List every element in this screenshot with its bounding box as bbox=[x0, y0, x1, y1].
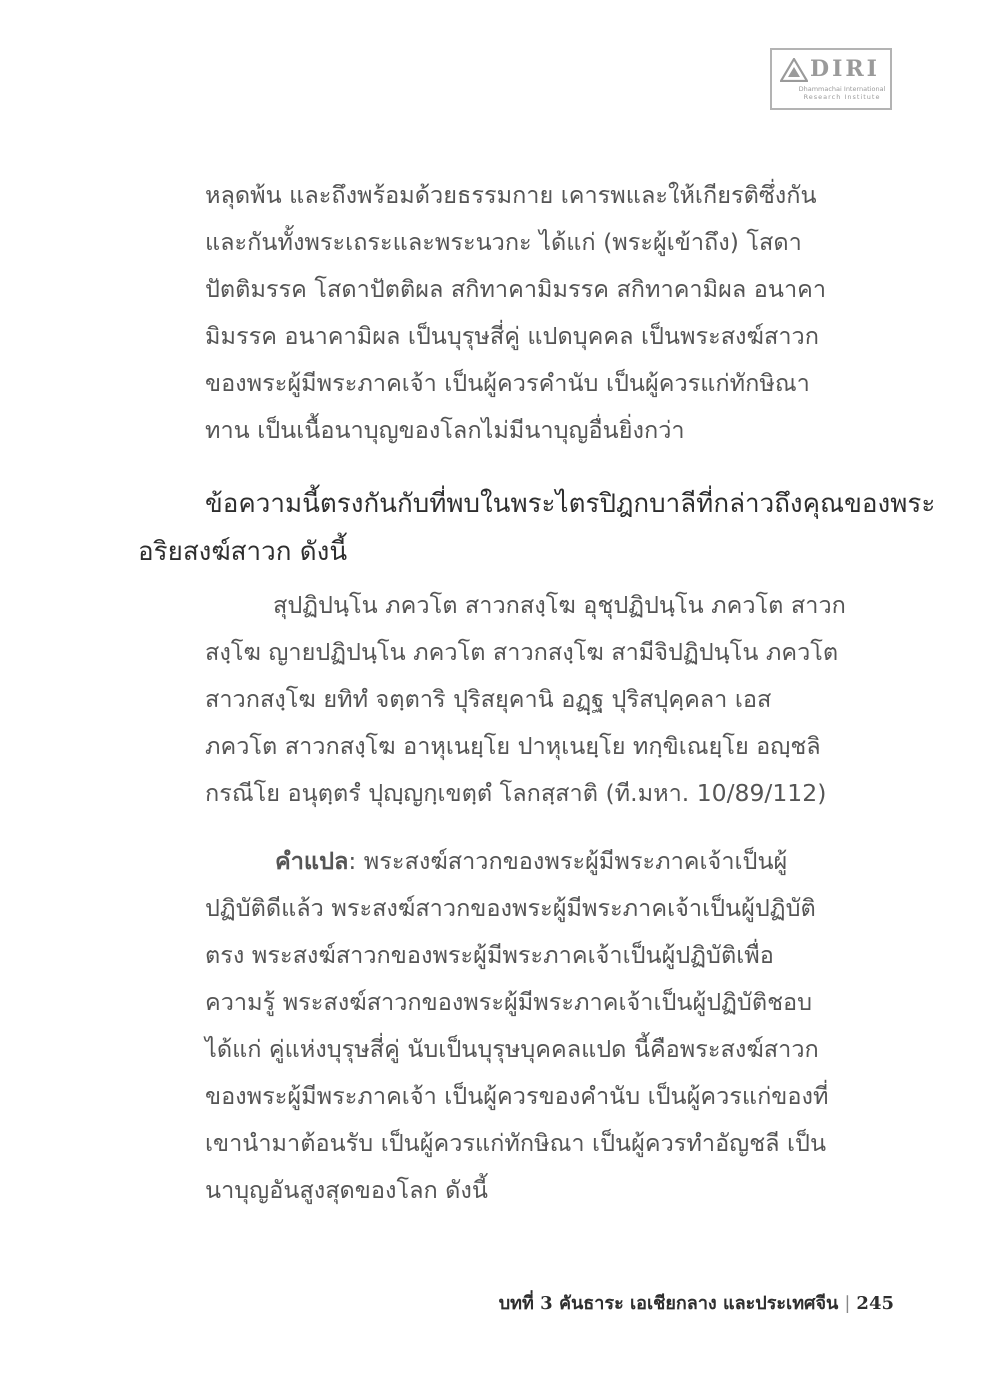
logo-subtitle-2: Research Institute bbox=[803, 93, 881, 101]
text-line: เขานำมาต้อนรับ เป็นผู้ควรแก่ทักษิณา เป็นผู้ควรทำอัญชลี เป็น bbox=[205, 1129, 827, 1157]
translation-first-line: : พระสงฆ์สาวกของพระผู้มีพระภาคเจ้าเป็นผู้ bbox=[348, 847, 788, 875]
text-line: ปฏิบัติดีแล้ว พระสงฆ์สาวกของพระผู้มีพระภาคเจ้าเป็นผู้ปฏิบัติ bbox=[205, 894, 816, 922]
text-line: ความรู้ พระสงฆ์สาวกของพระผู้มีพระภาคเจ้าเป็นผู้ปฏิบัติชอบ bbox=[205, 988, 813, 1016]
pali-quote bbox=[205, 582, 846, 817]
translation-label: คำแปล bbox=[275, 847, 349, 875]
page-footer bbox=[499, 1288, 894, 1317]
text-line: มิมรรค อนาคามิผล เป็นบุรุษสี่คู่ แปดบุคคล เป็นพระสงฆ์สาวก bbox=[205, 322, 819, 350]
text-line: ได้แก่ คู่แห่งบุรุษสี่คู่ นับเป็นบุรุษบุคคลแปด นี้คือพระสงฆ์สาวก bbox=[205, 1035, 819, 1063]
text-line: ของพระผู้มีพระภาคเจ้า เป็นผู้ควรคำนับ เป็นผู้ควรแก่ทักษิณา bbox=[205, 369, 810, 397]
heading-line: อริยสงฆ์สาวก ดังนี้ bbox=[138, 537, 348, 567]
diri-logo bbox=[770, 48, 892, 110]
text-line: ปัตติมรรค โสดาปัตติผล สกิทาคามิมรรค สกิทาคามิผล อนาคา bbox=[205, 275, 827, 303]
text-line: สุปฏิปนฺโน ภควโต สาวกสงฺโฆ อุชุปฏิปนฺโน ภควโต สาวก bbox=[273, 591, 846, 619]
text-line: นาบุญอันสูงสุดของโลก ดังนี้ bbox=[205, 1176, 488, 1204]
heading-line: ข้อความนี้ตรงกันกับที่พบในพระไตรปิฎกบาลีที่กล่าวถึงคุณของพระ bbox=[205, 489, 936, 519]
translation-paragraph bbox=[205, 838, 828, 1214]
text-line: สงฺโฆ ญายปฏิปนฺโน ภควโต สาวกสงฺโฆ สามีจิปฏิปนฺโน ภควโต bbox=[205, 638, 839, 666]
paragraph-1 bbox=[205, 172, 826, 454]
text-line: สาวกสงฺโฆ ยทิทํ จตฺตาริ ปุริสยุคานิ อฏฺฐ ปุริสปุคฺคลา เอส bbox=[205, 685, 772, 713]
logo-subtitle-1: Dhammachai International bbox=[798, 85, 886, 93]
page-number: 245 bbox=[856, 1293, 894, 1314]
section-heading bbox=[138, 480, 935, 576]
footer-separator: | bbox=[844, 1293, 851, 1314]
triangle-logo-icon bbox=[780, 58, 808, 82]
chapter-title: บทที่ 3 คันธาระ เอเชียกลาง และประเทศจีน bbox=[498, 1293, 839, 1314]
text-line: ทาน เป็นเนื้อนาบุญของโลกไม่มีนาบุญอื่นยิ่งกว่า bbox=[205, 416, 685, 444]
text-line: ของพระผู้มีพระภาคเจ้า เป็นผู้ควรของคำนับ เป็นผู้ควรแก่ของที่ bbox=[205, 1082, 829, 1110]
text-line bbox=[205, 838, 828, 885]
text-line: หลุดพ้น และถึงพร้อมด้วยธรรมกาย เคารพและให้เกียรติซึ่งกัน bbox=[205, 181, 817, 209]
text-line: และกันทั้งพระเถระและพระนวกะ ได้แก่ (พระผู้เข้าถึง) โสดา bbox=[205, 228, 802, 256]
text-line: ภควโต สาวกสงฺโฆ อาหุเนยฺโย ปาหุเนยฺโย ทกฺขิเณยฺโย อญฺชลิ bbox=[205, 732, 821, 760]
text-line: กรณีโย อนุตฺตรํ ปุญฺญกฺเขตฺตํ โลกสฺสาติ (ที.มหา. 10/89/112) bbox=[205, 779, 827, 807]
text-line: ตรง พระสงฆ์สาวกของพระผู้มีพระภาคเจ้าเป็นผู้ปฏิบัติเพื่อ bbox=[205, 941, 774, 969]
logo-name: DIRI bbox=[810, 56, 880, 82]
